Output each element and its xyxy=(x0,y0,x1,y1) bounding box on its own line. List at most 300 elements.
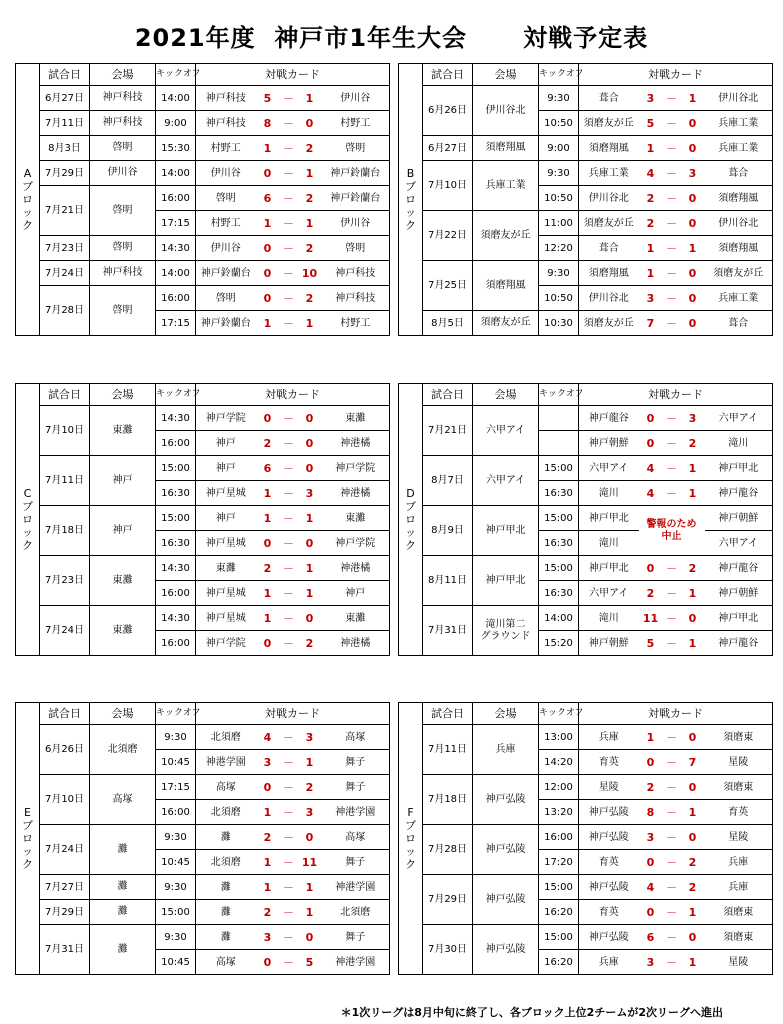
score-dash: － xyxy=(663,136,681,161)
score-dash: － xyxy=(280,286,298,311)
score-dash: － xyxy=(663,86,681,111)
kickoff-time: 15:00 xyxy=(156,456,196,481)
home-team: 神戸学院 xyxy=(196,631,256,656)
table-row xyxy=(16,925,390,950)
home-score: 0 xyxy=(639,900,663,925)
block-label: C ブ ロ ッ ク xyxy=(16,384,40,656)
away-team: 六甲アイ xyxy=(705,531,773,556)
score-dash: － xyxy=(663,850,681,875)
kickoff-time: 16:00 xyxy=(156,800,196,825)
table-row xyxy=(399,456,773,481)
block-d-table xyxy=(398,383,773,656)
match-date: 7月18日 xyxy=(423,775,473,825)
home-score: 2 xyxy=(639,775,663,800)
away-team: 神港学園 xyxy=(322,800,390,825)
table-row xyxy=(16,111,390,136)
score-dash: － xyxy=(663,261,681,286)
away-score: 10 xyxy=(298,261,322,286)
away-score: 1 xyxy=(298,875,322,900)
away-score: 3 xyxy=(681,406,705,431)
kickoff-time: 14:30 xyxy=(156,236,196,261)
kickoff-time: 16:00 xyxy=(156,186,196,211)
score-dash: － xyxy=(280,950,298,975)
home-score: 4 xyxy=(639,481,663,506)
away-team: 啓明 xyxy=(322,136,390,161)
score-dash: － xyxy=(280,825,298,850)
home-score: 0 xyxy=(256,161,280,186)
home-score: 0 xyxy=(256,261,280,286)
kickoff-time: 16:30 xyxy=(539,581,579,606)
kickoff-time: 16:00 xyxy=(156,581,196,606)
score-dash: － xyxy=(663,800,681,825)
kickoff-time: 14:00 xyxy=(156,86,196,111)
away-score: 1 xyxy=(298,506,322,531)
home-team: 神戸弘陵 xyxy=(579,800,639,825)
score-dash: － xyxy=(280,211,298,236)
block-a-table xyxy=(15,63,390,336)
home-team: 六甲アイ xyxy=(579,581,639,606)
kickoff-time: 15:00 xyxy=(539,456,579,481)
match-venue: 六甲アイ xyxy=(473,406,539,456)
home-score: 0 xyxy=(256,531,280,556)
match-venue: 啓明 xyxy=(90,286,156,336)
away-score: 2 xyxy=(298,136,322,161)
home-score: 8 xyxy=(639,800,663,825)
score-dash: － xyxy=(663,900,681,925)
away-score: 0 xyxy=(681,725,705,750)
table-row xyxy=(16,456,390,481)
match-venue: 東灘 xyxy=(90,556,156,606)
home-score: 1 xyxy=(256,211,280,236)
header-date: 試合日 xyxy=(40,703,90,725)
home-score: 6 xyxy=(639,925,663,950)
home-score: 4 xyxy=(639,875,663,900)
score-dash: － xyxy=(280,481,298,506)
home-score: 3 xyxy=(639,825,663,850)
kickoff-time: 14:30 xyxy=(156,406,196,431)
header-venue: 会場 xyxy=(473,703,539,725)
away-score: 0 xyxy=(298,406,322,431)
away-score: 3 xyxy=(681,161,705,186)
home-score: 0 xyxy=(639,431,663,456)
away-team: 葺合 xyxy=(705,311,773,336)
kickoff-time: 15:00 xyxy=(539,556,579,581)
score-dash: － xyxy=(280,800,298,825)
header-venue: 会場 xyxy=(473,64,539,86)
score-dash: － xyxy=(663,286,681,311)
block-e-table xyxy=(15,702,390,975)
table-row xyxy=(16,900,390,925)
home-score: 1 xyxy=(256,581,280,606)
away-team: 神戸科技 xyxy=(322,286,390,311)
score-dash: － xyxy=(280,136,298,161)
match-date: 6月27日 xyxy=(40,86,90,111)
away-score: 2 xyxy=(298,775,322,800)
home-score: 5 xyxy=(639,111,663,136)
table-row xyxy=(399,725,773,750)
away-score: 2 xyxy=(681,431,705,456)
away-score: 0 xyxy=(681,211,705,236)
home-team: 啓明 xyxy=(196,186,256,211)
header-match: 対戦カード xyxy=(579,64,773,86)
header-match: 対戦カード xyxy=(579,703,773,725)
match-venue: 須磨翔風 xyxy=(473,261,539,311)
away-team: 六甲アイ xyxy=(705,406,773,431)
match-date: 7月10日 xyxy=(40,775,90,825)
away-team: 舞子 xyxy=(322,925,390,950)
kickoff-time: 14:30 xyxy=(156,556,196,581)
home-team: 神戸弘陵 xyxy=(579,825,639,850)
match-date: 7月18日 xyxy=(40,506,90,556)
home-score: 0 xyxy=(256,236,280,261)
away-score: 3 xyxy=(298,481,322,506)
score-dash: － xyxy=(663,236,681,261)
match-venue: 灘 xyxy=(90,900,156,925)
home-score: 4 xyxy=(256,725,280,750)
away-team: 兵庫工業 xyxy=(705,286,773,311)
away-team: 東灘 xyxy=(322,506,390,531)
score-dash: － xyxy=(280,261,298,286)
away-team: 伊川谷 xyxy=(322,211,390,236)
home-team: 東灘 xyxy=(196,556,256,581)
home-team: 須磨翔風 xyxy=(579,261,639,286)
home-score: 1 xyxy=(639,261,663,286)
home-team: 伊川谷北 xyxy=(579,286,639,311)
score-dash: － xyxy=(280,606,298,631)
home-team: 灘 xyxy=(196,825,256,850)
home-team: 神戸弘陵 xyxy=(579,925,639,950)
home-score: 1 xyxy=(639,236,663,261)
match-venue: 神戸弘陵 xyxy=(473,925,539,975)
match-venue: 神戸科技 xyxy=(90,111,156,136)
away-team: 伊川谷北 xyxy=(705,211,773,236)
home-team: 伊川谷 xyxy=(196,236,256,261)
match-date: 7月11日 xyxy=(423,725,473,775)
home-score: 7 xyxy=(639,311,663,336)
table-row xyxy=(399,606,773,631)
match-venue: 神戸 xyxy=(90,506,156,556)
table-row xyxy=(16,725,390,750)
score-dash: － xyxy=(280,531,298,556)
kickoff-time: 15:00 xyxy=(539,925,579,950)
home-score: 1 xyxy=(256,311,280,336)
away-score: 2 xyxy=(298,286,322,311)
home-team: 神戸星城 xyxy=(196,606,256,631)
table-row xyxy=(399,556,773,581)
match-date: 7月31日 xyxy=(40,925,90,975)
header-date: 試合日 xyxy=(423,64,473,86)
home-score: 0 xyxy=(639,850,663,875)
match-venue: 神戸弘陵 xyxy=(473,875,539,925)
away-team: 神港学園 xyxy=(322,950,390,975)
table-row xyxy=(399,875,773,900)
kickoff-time: 15:00 xyxy=(156,506,196,531)
home-score: 2 xyxy=(256,431,280,456)
away-team: 星陵 xyxy=(705,950,773,975)
match-date: 8月11日 xyxy=(423,556,473,606)
away-team: 神戸甲北 xyxy=(705,606,773,631)
away-team: 北須磨 xyxy=(322,900,390,925)
score-dash: － xyxy=(663,456,681,481)
score-dash: － xyxy=(663,111,681,136)
match-venue: 啓明 xyxy=(90,136,156,161)
away-team: 舞子 xyxy=(322,850,390,875)
home-team: 神戸朝鮮 xyxy=(579,431,639,456)
away-score: 7 xyxy=(681,750,705,775)
home-team: 育英 xyxy=(579,900,639,925)
away-score: 1 xyxy=(681,581,705,606)
table-row xyxy=(399,161,773,186)
block-label: B ブ ロ ッ ク xyxy=(399,64,423,336)
score-dash: － xyxy=(280,725,298,750)
away-score: 1 xyxy=(681,900,705,925)
table-row xyxy=(16,161,390,186)
kickoff-time: 16:20 xyxy=(539,950,579,975)
away-team: 神戸龍谷 xyxy=(705,556,773,581)
score-dash: － xyxy=(280,456,298,481)
away-team: 神港橘 xyxy=(322,431,390,456)
footnote: ＊1次リーグは8月中旬に終了し、各ブロック上位2チームが2次リーグへ進出 xyxy=(340,1006,723,1019)
cancel-note: 警報のため 中止 xyxy=(639,506,705,556)
home-team: 星陵 xyxy=(579,775,639,800)
away-score: 1 xyxy=(298,211,322,236)
score-dash: － xyxy=(663,750,681,775)
home-score: 0 xyxy=(256,950,280,975)
away-score: 2 xyxy=(681,875,705,900)
away-team: 須磨友が丘 xyxy=(705,261,773,286)
score-dash: － xyxy=(280,236,298,261)
away-team: 神戸朝鮮 xyxy=(705,506,773,531)
match-date: 7月29日 xyxy=(40,161,90,186)
away-team: 伊川谷 xyxy=(322,86,390,111)
table-row xyxy=(399,506,773,531)
away-score: 0 xyxy=(298,925,322,950)
match-date: 7月27日 xyxy=(40,875,90,900)
away-team: 高塚 xyxy=(322,825,390,850)
away-score: 0 xyxy=(681,136,705,161)
home-team: 葺合 xyxy=(579,86,639,111)
away-score: 2 xyxy=(681,850,705,875)
kickoff-time: 9:30 xyxy=(156,725,196,750)
home-team: 神戸学院 xyxy=(196,406,256,431)
home-team: 育英 xyxy=(579,850,639,875)
home-score: 1 xyxy=(256,800,280,825)
away-team: 神戸学院 xyxy=(322,456,390,481)
table-row xyxy=(16,556,390,581)
home-team: 育英 xyxy=(579,750,639,775)
home-team: 神戸 xyxy=(196,506,256,531)
kickoff-time: 10:45 xyxy=(156,950,196,975)
kickoff-time: 9:00 xyxy=(156,111,196,136)
home-score: 8 xyxy=(256,111,280,136)
score-dash: － xyxy=(280,900,298,925)
away-score: 1 xyxy=(298,86,322,111)
block-label: E ブ ロ ッ ク xyxy=(16,703,40,975)
away-score: 0 xyxy=(681,261,705,286)
kickoff-time: 16:00 xyxy=(156,631,196,656)
header-venue: 会場 xyxy=(473,384,539,406)
match-venue: 兵庫工業 xyxy=(473,161,539,211)
score-dash: － xyxy=(280,406,298,431)
kickoff-time: 15:00 xyxy=(539,506,579,531)
kickoff-time: 14:00 xyxy=(156,161,196,186)
home-score: 1 xyxy=(256,136,280,161)
score-dash: － xyxy=(663,875,681,900)
kickoff-time: 9:30 xyxy=(539,161,579,186)
kickoff-time: 16:30 xyxy=(156,481,196,506)
away-team: 須磨翔風 xyxy=(705,236,773,261)
header-venue: 会場 xyxy=(90,384,156,406)
away-score: 5 xyxy=(298,950,322,975)
table-row xyxy=(16,606,390,631)
home-score: 1 xyxy=(639,725,663,750)
score-dash: － xyxy=(663,556,681,581)
score-dash: － xyxy=(663,925,681,950)
home-team: 灘 xyxy=(196,875,256,900)
match-venue: 高塚 xyxy=(90,775,156,825)
home-team: 北須磨 xyxy=(196,725,256,750)
home-score: 3 xyxy=(639,286,663,311)
home-score: 5 xyxy=(256,86,280,111)
match-date: 7月10日 xyxy=(40,406,90,456)
match-venue: 東灘 xyxy=(90,606,156,656)
home-team: 滝川 xyxy=(579,606,639,631)
home-team: 高塚 xyxy=(196,775,256,800)
kickoff-time: 15:30 xyxy=(156,136,196,161)
table-row xyxy=(399,775,773,800)
match-date: 8月3日 xyxy=(40,136,90,161)
score-dash: － xyxy=(280,775,298,800)
match-venue: 神戸弘陵 xyxy=(473,775,539,825)
away-team: 育英 xyxy=(705,800,773,825)
home-team: 神戸鈴蘭台 xyxy=(196,261,256,286)
away-team: 神戸龍谷 xyxy=(705,481,773,506)
away-team: 須磨東 xyxy=(705,900,773,925)
away-team: 村野工 xyxy=(322,311,390,336)
kickoff-time: 14:30 xyxy=(156,606,196,631)
kickoff-time: 16:00 xyxy=(539,825,579,850)
match-venue: 伊川谷北 xyxy=(473,86,539,136)
match-venue: 須磨友が丘 xyxy=(473,211,539,261)
score-dash: － xyxy=(280,750,298,775)
kickoff-time: 17:20 xyxy=(539,850,579,875)
match-date: 7月10日 xyxy=(423,161,473,211)
home-team: 神戸科技 xyxy=(196,111,256,136)
kickoff-time: 16:00 xyxy=(156,431,196,456)
header-date: 試合日 xyxy=(40,64,90,86)
home-score: 2 xyxy=(256,556,280,581)
match-venue: 神戸科技 xyxy=(90,261,156,286)
away-team: 兵庫工業 xyxy=(705,111,773,136)
table-row xyxy=(399,311,773,336)
block-label: F ブ ロ ッ ク xyxy=(399,703,423,975)
match-date: 7月11日 xyxy=(40,456,90,506)
match-date: 8月7日 xyxy=(423,456,473,506)
away-score: 2 xyxy=(298,631,322,656)
away-score: 1 xyxy=(298,750,322,775)
score-dash: － xyxy=(280,161,298,186)
match-date: 8月9日 xyxy=(423,506,473,556)
home-score: 1 xyxy=(256,606,280,631)
kickoff-time: 16:30 xyxy=(539,481,579,506)
home-score: 0 xyxy=(256,406,280,431)
match-date: 7月24日 xyxy=(40,606,90,656)
away-team: 東灘 xyxy=(322,406,390,431)
home-team: 須磨友が丘 xyxy=(579,311,639,336)
away-team: 兵庫 xyxy=(705,850,773,875)
kickoff-time: 10:50 xyxy=(539,186,579,211)
away-score: 0 xyxy=(298,825,322,850)
kickoff-time: 9:00 xyxy=(539,136,579,161)
table-row xyxy=(16,506,390,531)
score-dash: － xyxy=(663,631,681,656)
header-date: 試合日 xyxy=(423,703,473,725)
away-score: 0 xyxy=(298,431,322,456)
home-score: 0 xyxy=(256,286,280,311)
match-date: 7月29日 xyxy=(40,900,90,925)
away-score: 1 xyxy=(681,800,705,825)
away-team: 星陵 xyxy=(705,825,773,850)
away-score: 1 xyxy=(298,581,322,606)
home-score: 1 xyxy=(256,481,280,506)
kickoff-time: 15:00 xyxy=(156,900,196,925)
away-score: 1 xyxy=(681,481,705,506)
away-score: 1 xyxy=(681,86,705,111)
home-team: 神戸科技 xyxy=(196,86,256,111)
score-dash: － xyxy=(663,725,681,750)
home-score: 0 xyxy=(256,631,280,656)
match-venue: 啓明 xyxy=(90,186,156,236)
home-score: 6 xyxy=(256,456,280,481)
score-dash: － xyxy=(663,211,681,236)
home-team: 神戸龍谷 xyxy=(579,406,639,431)
match-venue: 須磨友が丘 xyxy=(473,311,539,336)
table-row xyxy=(16,136,390,161)
kickoff-time: 9:30 xyxy=(156,925,196,950)
kickoff-time: 13:20 xyxy=(539,800,579,825)
score-dash: － xyxy=(280,875,298,900)
score-dash: － xyxy=(663,481,681,506)
kickoff-time xyxy=(539,406,579,431)
away-score: 2 xyxy=(298,186,322,211)
header-venue: 会場 xyxy=(90,703,156,725)
home-score: 0 xyxy=(639,406,663,431)
away-score: 0 xyxy=(681,775,705,800)
table-row xyxy=(399,406,773,431)
header-venue: 会場 xyxy=(90,64,156,86)
away-score: 1 xyxy=(298,161,322,186)
score-dash: － xyxy=(280,111,298,136)
score-dash: － xyxy=(663,406,681,431)
away-team: 須磨東 xyxy=(705,725,773,750)
header-kickoff: キックオフ xyxy=(539,64,579,86)
home-team: 須磨翔風 xyxy=(579,136,639,161)
table-row xyxy=(399,211,773,236)
away-score: 11 xyxy=(298,850,322,875)
away-team: 神戸甲北 xyxy=(705,456,773,481)
block-label: A ブ ロ ッ ク xyxy=(16,64,40,336)
away-team: 神戸学院 xyxy=(322,531,390,556)
home-team: 北須磨 xyxy=(196,850,256,875)
header-kickoff: キックオフ xyxy=(156,384,196,406)
kickoff-time: 16:30 xyxy=(539,531,579,556)
match-venue: 神戸甲北 xyxy=(473,506,539,556)
home-team: 神戸星城 xyxy=(196,531,256,556)
score-dash: － xyxy=(663,606,681,631)
away-team: 須磨東 xyxy=(705,775,773,800)
table-row xyxy=(16,261,390,286)
match-date: 7月23日 xyxy=(40,556,90,606)
